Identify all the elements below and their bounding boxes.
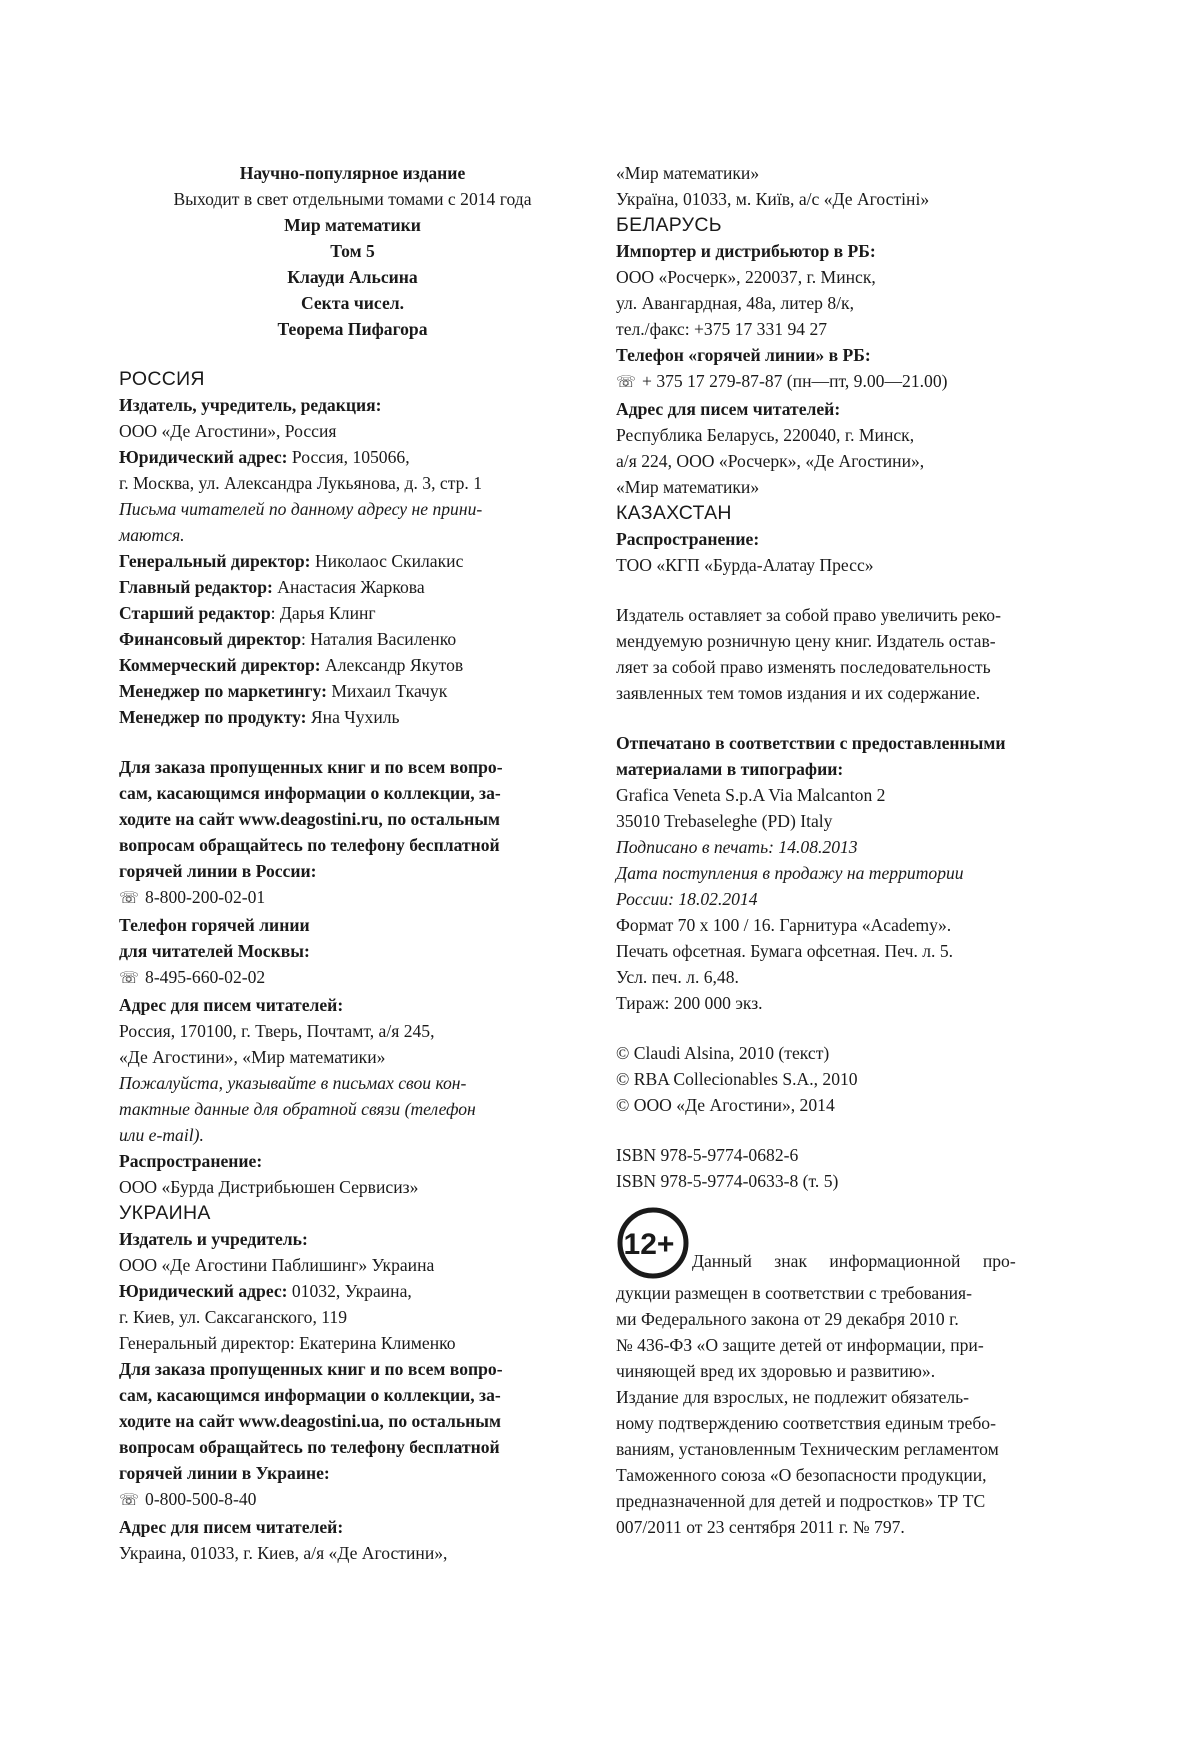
ukraine-legal-2: г. Киев, ул. Саксаганского, 119 <box>119 1304 586 1330</box>
printing-label-1: Отпечатано в соответствии с предоставленными <box>616 730 1082 756</box>
print-tirage: Тираж: 200 000 экз. <box>616 990 1082 1016</box>
rights-line: мендуемую розничную цену книг. Издатель остав- <box>616 628 1082 654</box>
russia-hotline <box>119 884 586 912</box>
sale-date-2: России: 18.02.2014 <box>616 886 1082 912</box>
belarus-hotline-label: Телефон «горячей линии» в РБ: <box>616 342 1082 368</box>
staff-row <box>119 626 586 652</box>
belarus-importer-1: ООО «Росчерк», 220037, г. Минск, <box>616 264 1082 290</box>
staff-list <box>119 548 586 730</box>
belarus-hotline <box>616 368 1082 396</box>
ukraine-mail-1: Украина, 01033, г. Киев, а/я «Де Агостини», <box>119 1540 586 1566</box>
series-name: Мир математики <box>119 212 586 238</box>
copyright-line: © Claudi Alsina, 2010 (текст) <box>616 1040 1082 1066</box>
russia-section <box>119 366 586 1200</box>
ukraine-publisher-label: Издатель и учредитель: <box>119 1226 586 1252</box>
russia-hotline-number: 8-800-200-02-01 <box>145 887 265 907</box>
book-title-2: Теорема Пифагора <box>119 316 586 342</box>
staff-name: Яна Чухиль <box>307 707 400 727</box>
ukraine-mail-label: Адрес для писем читателей: <box>119 1514 586 1540</box>
age-rating-label: 12+ <box>624 1228 675 1261</box>
kazakhstan-dist-label: Распространение: <box>616 526 1082 552</box>
isbn-block <box>616 1142 1082 1194</box>
moscow-hotline-number: 8-495-660-02-02 <box>145 967 265 987</box>
volume-number: Том 5 <box>119 238 586 264</box>
ukraine-order-1: Для заказа пропущенных книг и по всем вопро- <box>119 1356 586 1382</box>
ukraine-order-5: горячей линии в Украине: <box>119 1460 586 1486</box>
staff-role: Менеджер по маркетингу: <box>119 681 327 701</box>
rights-notice <box>616 602 1082 706</box>
russia-mail-label: Адрес для писем читателей: <box>119 992 586 1018</box>
russia-please-3: или e-mail). <box>119 1122 586 1148</box>
staff-row <box>119 652 586 678</box>
book-title-1: Секта чисел. <box>119 290 586 316</box>
copyright-block <box>616 1040 1082 1118</box>
adult-text-6: 007/2011 от 23 сентября 2011 г. № 797. <box>616 1514 1082 1540</box>
russia-order-4: вопросам обращайтесь по телефону бесплатной <box>119 832 586 858</box>
copyright-line: © ООО «Де Агостини», 2014 <box>616 1092 1082 1118</box>
age-text-4: № 436-ФЗ «О защите детей от информации, при- <box>616 1332 1082 1358</box>
russia-dist: ООО «Бурда Дистрибьюшен Сервисиз» <box>119 1174 586 1200</box>
belarus-importer-label: Импортер и дистрибьютор в РБ: <box>616 238 1082 264</box>
phone-icon: ☏ <box>616 370 636 396</box>
country-belarus: БЕЛАРУСЬ <box>616 212 1082 238</box>
adult-text-5: предназначенной для детей и подростков» ТР ТС <box>616 1488 1082 1514</box>
russia-legal-address <box>119 444 586 470</box>
print-paper: Печать офсетная. Бумага офсетная. Печ. л. 5. <box>616 938 1082 964</box>
staff-role: Коммерческий директор: <box>119 655 321 675</box>
country-kazakhstan: КАЗАХСТАН <box>616 500 1082 526</box>
printing-block <box>616 730 1082 1016</box>
rights-line: ляет за собой право изменять последовательность <box>616 654 1082 680</box>
edition-note: Выходит в свет отдельными томами с 2014 года <box>119 186 586 212</box>
staff-row <box>119 574 586 600</box>
age-text-3: ми Федерального закона от 29 декабря 2010 г. <box>616 1306 1082 1332</box>
adult-text-4: Таможенного союза «О безопасности продукции, <box>616 1462 1082 1488</box>
belarus-mail-3: «Мир математики» <box>616 474 1082 500</box>
ukraine-mail-3: Україна, 01033, м. Київ, а/с «Де Агостіні» <box>616 186 1082 212</box>
belarus-mail-1: Республика Беларусь, 220040, г. Минск, <box>616 422 1082 448</box>
title-block <box>119 160 586 342</box>
rights-line: Издатель оставляет за собой право увеличить реко- <box>616 602 1082 628</box>
staff-role: Главный редактор: <box>119 577 273 597</box>
staff-row <box>119 548 586 574</box>
moscow-label-1: Телефон горячей линии <box>119 912 586 938</box>
ukraine-section <box>119 1200 586 1566</box>
staff-role: Финансовый директор <box>119 629 301 649</box>
russia-mail-2: «Де Агостини», «Мир математики» <box>119 1044 586 1070</box>
age-text-2: дукции размещен в соответствии с требования- <box>616 1280 1082 1306</box>
staff-name: Михаил Ткачук <box>327 681 447 701</box>
russia-legal-label: Юридический адрес: <box>119 447 288 467</box>
right-column <box>616 160 1082 1540</box>
ukraine-publisher: ООО «Де Агостини Паблишинг» Украина <box>119 1252 586 1278</box>
country-russia: РОССИЯ <box>119 366 586 392</box>
age-text-1: Данный знак информационной про- <box>692 1248 1016 1274</box>
russia-order-2: сам, касающимся информации о коллекции, за- <box>119 780 586 806</box>
rights-line: заявленных тем томов издания и их содержание. <box>616 680 1082 706</box>
staff-name: : Наталия Василенко <box>301 629 456 649</box>
belarus-mail-label: Адрес для писем читателей: <box>616 396 1082 422</box>
printer-address-1: Grafica Veneta S.p.A Via Malcanton 2 <box>616 782 1082 808</box>
russia-publisher: ООО «Де Агостини», Россия <box>119 418 586 444</box>
belarus-importer-2: ул. Авангардная, 48а, литер 8/к, <box>616 290 1082 316</box>
russia-dist-label: Распространение: <box>119 1148 586 1174</box>
moscow-label-2: для читателей Москвы: <box>119 938 586 964</box>
ukraine-order-4: вопросам обращайтесь по телефону бесплатной <box>119 1434 586 1460</box>
age-text-5: чиняющей вред их здоровью и развитию». <box>616 1358 1082 1384</box>
edition-type: Научно-популярное издание <box>119 160 586 186</box>
russia-legal-1: Россия, 105066, <box>288 447 410 467</box>
ukraine-hotline <box>119 1486 586 1514</box>
russia-mail-1: Россия, 170100, г. Тверь, Почтамт, а/я 245, <box>119 1018 586 1044</box>
russia-please-2: тактные данные для обратной связи (телефон <box>119 1096 586 1122</box>
adult-text-3: ваниям, установленным Техническим регламентом <box>616 1436 1082 1462</box>
phone-icon: ☏ <box>119 1488 139 1514</box>
moscow-hotline <box>119 964 586 992</box>
russia-note-2: маются. <box>119 522 586 548</box>
ukraine-gd: Генеральный директор: Екатерина Клименко <box>119 1330 586 1356</box>
belarus-importer-3: тел./факс: +375 17 331 94 27 <box>616 316 1082 342</box>
kazakhstan-section <box>616 500 1082 578</box>
phone-icon: ☏ <box>119 886 139 912</box>
staff-name: Александр Якутов <box>321 655 464 675</box>
staff-name: Николаос Скилакис <box>311 551 464 571</box>
ukraine-order-2: сам, касающимся информации о коллекции, за- <box>119 1382 586 1408</box>
country-ukraine: УКРАИНА <box>119 1200 586 1226</box>
belarus-section <box>616 212 1082 500</box>
staff-role: Генеральный директор: <box>119 551 311 571</box>
staff-name: Анастасия Жаркова <box>273 577 425 597</box>
staff-row <box>119 678 586 704</box>
ukraine-legal-address <box>119 1278 586 1304</box>
isbn-line: ISBN 978-5-9774-0682-6 <box>616 1142 1082 1168</box>
phone-icon: ☏ <box>119 966 139 992</box>
adult-text-1: Издание для взрослых, не подлежит обязатель- <box>616 1384 1082 1410</box>
russia-order-5: горячей линии в России: <box>119 858 586 884</box>
age-rating-badge-12-plus <box>616 1206 690 1280</box>
staff-role: Менеджер по продукту: <box>119 707 307 727</box>
print-usl: Усл. печ. л. 6,48. <box>616 964 1082 990</box>
staff-row <box>119 600 586 626</box>
ukraine-hotline-number: 0-800-500-8-40 <box>145 1489 256 1509</box>
russia-note-1: Письма читателей по данному адресу не прини- <box>119 496 586 522</box>
staff-name: : Дарья Клинг <box>271 603 376 623</box>
ukraine-legal-1: 01032, Украина, <box>288 1281 412 1301</box>
russia-order-1: Для заказа пропущенных книг и по всем вопро- <box>119 754 586 780</box>
author-name: Клауди Альсина <box>119 264 586 290</box>
russia-publisher-label: Издатель, учредитель, редакция: <box>119 392 586 418</box>
ukraine-mail-2: «Мир математики» <box>616 160 1082 186</box>
copyright-line: © RBA Collecionables S.A., 2010 <box>616 1066 1082 1092</box>
left-column <box>119 160 586 1566</box>
kazakhstan-dist: ТОО «КГП «Бурда-Алатау Пресс» <box>616 552 1082 578</box>
printer-address-2: 35010 Trebaseleghe (PD) Italy <box>616 808 1082 834</box>
printing-label-2: материалами в типографии: <box>616 756 1082 782</box>
ukraine-order-3: ходите на сайт www.deagostini.ua, по остальным <box>119 1408 586 1434</box>
russia-legal-2: г. Москва, ул. Александра Лукьянова, д. 3, стр. 1 <box>119 470 586 496</box>
russia-order-3: ходите на сайт www.deagostini.ru, по остальным <box>119 806 586 832</box>
staff-row <box>119 704 586 730</box>
isbn-line: ISBN 978-5-9774-0633-8 (т. 5) <box>616 1168 1082 1194</box>
ukraine-legal-label: Юридический адрес: <box>119 1281 288 1301</box>
adult-text-2: ному подтверждению соответствия единым требо- <box>616 1410 1082 1436</box>
belarus-hotline-number: + 375 17 279-87-87 (пн—пт, 9.00—21.00) <box>642 371 948 391</box>
belarus-mail-2: а/я 224, ООО «Росчерк», «Де Агостини», <box>616 448 1082 474</box>
signed-date: Подписано в печать: 14.08.2013 <box>616 834 1082 860</box>
sale-date-1: Дата поступления в продажу на территории <box>616 860 1082 886</box>
staff-role: Старший редактор <box>119 603 271 623</box>
print-format: Формат 70 х 100 / 16. Гарнитура «Academy». <box>616 912 1082 938</box>
russia-please-1: Пожалуйста, указывайте в письмах свои кон- <box>119 1070 586 1096</box>
age-rating-block <box>616 1222 1082 1540</box>
